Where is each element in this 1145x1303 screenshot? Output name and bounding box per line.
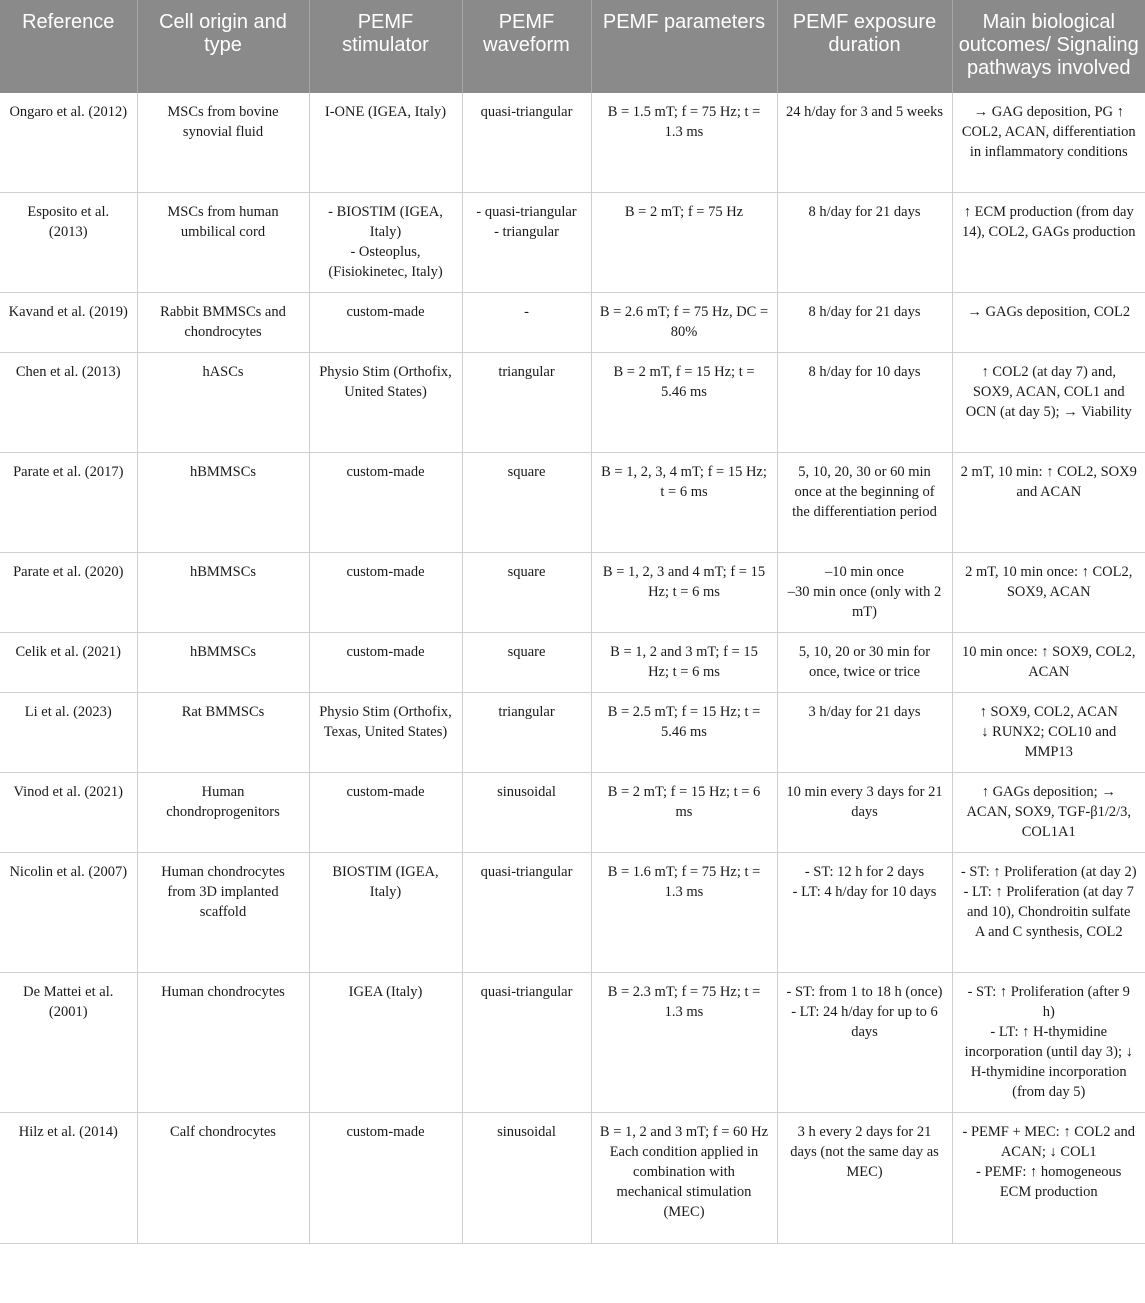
table-header <box>0 0 1145 93</box>
waveform-cell-line: sinusoidal <box>497 1123 556 1140</box>
stimulator-cell <box>309 1112 462 1243</box>
stimulator-cell <box>309 972 462 1112</box>
duration-cell <box>777 192 952 292</box>
outcomes-cell <box>952 352 1145 452</box>
reference-cell: Chen et al. (2013) <box>0 352 137 452</box>
waveform-cell <box>462 972 591 1112</box>
waveform-cell-line: square <box>507 563 546 580</box>
stimulator-cell-line: custom-made <box>346 563 425 580</box>
stimulator-cell-line: - Osteoplus, (Fisiokinetec, Italy) <box>328 243 443 280</box>
parameters-cell-line: B = 1, 2 and 3 mT; f = 60 Hz <box>599 1123 769 1140</box>
waveform-cell <box>462 292 591 352</box>
duration-cell <box>777 852 952 972</box>
stimulator-cell-line: custom-made <box>346 303 425 320</box>
reference-cell: Li et al. (2023) <box>0 692 137 772</box>
duration-cell-line: 8 h/day for 21 days <box>808 203 921 220</box>
table-row <box>0 1112 1145 1243</box>
waveform-cell-line: - quasi-triangular <box>476 203 577 220</box>
waveform-cell-line: square <box>507 643 546 660</box>
reference-cell: Parate et al. (2020) <box>0 552 137 632</box>
table-row <box>0 292 1145 352</box>
duration-cell <box>777 1112 952 1243</box>
duration-cell <box>777 552 952 632</box>
cell-origin-cell: hASCs <box>137 352 309 452</box>
duration-cell-line: 24 h/day for 3 and 5 weeks <box>785 104 944 120</box>
duration-cell-line: 3 h/day for 21 days <box>808 703 921 720</box>
stimulator-cell <box>309 352 462 452</box>
outcomes-cell-line: ↑ ECM production (from day 14), COL2, GAGs production <box>961 203 1136 240</box>
duration-cell-line: 8 h/day for 21 days <box>808 303 921 320</box>
stimulator-cell-line: BIOSTIM (IGEA, Italy) <box>332 863 439 900</box>
header-row <box>0 0 1145 93</box>
outcomes-cell-line: → GAG deposition, PG ↑ COL2, ACAN, differentiation in inflammatory conditions <box>961 104 1136 160</box>
parameters-cell-line: B = 1, 2 and 3 mT; f = 15 Hz; t = 6 ms <box>610 643 758 680</box>
waveform-cell <box>462 352 591 452</box>
parameters-cell <box>591 852 777 972</box>
duration-cell-line: - ST: 12 h for 2 days <box>804 863 925 880</box>
parameters-cell <box>591 972 777 1112</box>
stimulator-cell <box>309 772 462 852</box>
duration-cell <box>777 632 952 692</box>
stimulator-cell <box>309 692 462 772</box>
parameters-cell-line: B = 2.3 mT; f = 75 Hz; t = 1.3 ms <box>607 983 761 1020</box>
reference-cell: Celik et al. (2021) <box>0 632 137 692</box>
duration-cell-line: 8 h/day for 10 days <box>808 363 921 380</box>
waveform-cell-line: square <box>507 463 546 480</box>
parameters-cell-line: B = 2.5 mT; f = 15 Hz; t = 5.46 ms <box>607 703 761 740</box>
table-row <box>0 93 1145 192</box>
outcomes-cell-line: - PEMF + MEC: ↑ COL2 and ACAN; ↓ COL1 <box>962 1123 1136 1160</box>
parameters-cell-line: B = 1, 2, 3 and 4 mT; f = 15 Hz; t = 6 ms <box>602 563 766 600</box>
stimulator-cell-line: custom-made <box>346 783 425 800</box>
waveform-cell-line: triangular <box>498 363 555 380</box>
reference-cell: Esposito et al. (2013) <box>0 192 137 292</box>
outcomes-cell <box>952 632 1145 692</box>
header-waveform: PEMF waveform <box>462 0 591 93</box>
outcomes-cell <box>952 972 1145 1112</box>
stimulator-cell <box>309 292 462 352</box>
table-row <box>0 972 1145 1112</box>
waveform-cell <box>462 552 591 632</box>
cell-origin-cell: MSCs from human umbilical cord <box>137 192 309 292</box>
header-parameters: PEMF parameters <box>591 0 777 93</box>
waveform-cell-line: quasi-triangular <box>480 104 573 120</box>
outcomes-cell-line: 10 min once: ↑ SOX9, COL2, ACAN <box>961 643 1136 680</box>
duration-cell-line: 5, 10, 20, 30 or 60 min once at the beginning of the differentiation period <box>792 463 937 520</box>
reference-cell: Hilz et al. (2014) <box>0 1112 137 1243</box>
outcomes-cell-line: - PEMF: ↑ homogeneous ECM production <box>976 1163 1122 1200</box>
parameters-cell <box>591 292 777 352</box>
table-row <box>0 692 1145 772</box>
duration-cell <box>777 352 952 452</box>
duration-cell <box>777 772 952 852</box>
parameters-cell-line: B = 2 mT, f = 15 Hz; t = 5.46 ms <box>613 363 755 400</box>
duration-cell <box>777 292 952 352</box>
stimulator-cell-line: IGEA (Italy) <box>348 983 423 1000</box>
waveform-cell <box>462 772 591 852</box>
stimulator-cell <box>309 93 462 192</box>
header-duration: PEMF exposure duration <box>777 0 952 93</box>
table-body <box>0 93 1145 1243</box>
duration-cell <box>777 972 952 1112</box>
parameters-cell <box>591 632 777 692</box>
header-cell-origin: Cell origin and type <box>137 0 309 93</box>
cell-origin-cell: Human chondrocytes from 3D implanted scaffold <box>137 852 309 972</box>
cell-origin-cell: Human chondroprogenitors <box>137 772 309 852</box>
stimulator-cell <box>309 552 462 632</box>
duration-cell-line: 3 h every 2 days for 21 days (not the same day as MEC) <box>790 1123 939 1180</box>
stimulator-cell <box>309 852 462 972</box>
waveform-cell-line: quasi-triangular <box>480 863 573 880</box>
waveform-cell-line: sinusoidal <box>497 783 556 800</box>
waveform-cell <box>462 93 591 192</box>
table-row <box>0 772 1145 852</box>
table-row <box>0 552 1145 632</box>
outcomes-cell <box>952 552 1145 632</box>
outcomes-cell <box>952 692 1145 772</box>
parameters-cell-line: B = 1.5 mT; f = 75 Hz; t = 1.3 ms <box>607 104 761 140</box>
outcomes-cell-line: ↑ SOX9, COL2, ACAN <box>979 703 1118 720</box>
cell-origin-cell: Human chondrocytes <box>137 972 309 1112</box>
waveform-cell <box>462 632 591 692</box>
table-row <box>0 192 1145 292</box>
outcomes-cell <box>952 192 1145 292</box>
stimulator-cell-line: custom-made <box>346 643 425 660</box>
cell-origin-cell: Rat BMMSCs <box>137 692 309 772</box>
outcomes-cell-line: - LT: ↑ Proliferation (at day 7 and 10), Chondroitin sulfate A and C synthesis, COL2 <box>963 883 1134 940</box>
outcomes-cell-line: ↑ COL2 (at day 7) and, SOX9, ACAN, COL1 and OCN (at day 5); → Viability <box>965 363 1132 420</box>
duration-cell <box>777 93 952 192</box>
outcomes-cell <box>952 452 1145 552</box>
outcomes-cell <box>952 93 1145 192</box>
parameters-cell <box>591 692 777 772</box>
header-stimulator: PEMF stimulator <box>309 0 462 93</box>
parameters-cell <box>591 192 777 292</box>
reference-cell: Nicolin et al. (2007) <box>0 852 137 972</box>
stimulator-cell <box>309 192 462 292</box>
table-row <box>0 632 1145 692</box>
waveform-cell-line: - triangular <box>494 223 559 240</box>
cell-origin-cell: hBMMSCs <box>137 632 309 692</box>
cell-origin-cell: hBMMSCs <box>137 552 309 632</box>
cell-origin-cell: hBMMSCs <box>137 452 309 552</box>
waveform-cell-line: - <box>524 303 529 320</box>
reference-cell: Parate et al. (2017) <box>0 452 137 552</box>
parameters-cell <box>591 772 777 852</box>
parameters-cell-line: B = 1.6 mT; f = 75 Hz; t = 1.3 ms <box>607 863 761 900</box>
parameters-cell-line: B = 2.6 mT; f = 75 Hz, DC = 80% <box>599 303 769 340</box>
cell-origin-cell: MSCs from bovine synovial fluid <box>137 93 309 192</box>
cell-origin-cell: Rabbit BMMSCs and chondrocytes <box>137 292 309 352</box>
outcomes-cell-line: - LT: ↑ H-thymidine incorporation (until day 3); ↓ H-thymidine incorporation (from day 5) <box>964 1023 1133 1100</box>
stimulator-cell-line: I-ONE (IGEA, Italy) <box>324 104 447 120</box>
reference-cell: Vinod et al. (2021) <box>0 772 137 852</box>
stimulator-cell-line: Physio Stim (Orthofix, Texas, United States) <box>319 703 452 740</box>
stimulator-cell-line: Physio Stim (Orthofix, United States) <box>319 363 452 400</box>
outcomes-cell-line: 2 mT, 10 min: ↑ COL2, SOX9 and ACAN <box>960 463 1137 500</box>
duration-cell-line: 10 min every 3 days for 21 days <box>786 783 943 820</box>
header-outcomes: Main biological outcomes/ Signaling pathways involved <box>952 0 1145 93</box>
outcomes-cell-line: → GAGs deposition, COL2 <box>967 303 1131 320</box>
parameters-cell-line: B = 1, 2, 3, 4 mT; f = 15 Hz; t = 6 ms <box>601 463 767 500</box>
stimulator-cell-line: custom-made <box>346 463 425 480</box>
parameters-cell <box>591 1112 777 1243</box>
table-row <box>0 352 1145 452</box>
parameters-cell-line: B = 2 mT; f = 75 Hz <box>624 203 744 220</box>
reference-cell: De Mattei et al. (2001) <box>0 972 137 1112</box>
parameters-cell <box>591 352 777 452</box>
stimulator-cell <box>309 632 462 692</box>
duration-cell <box>777 692 952 772</box>
header-reference: Reference <box>0 0 137 93</box>
outcomes-cell <box>952 852 1145 972</box>
cell-origin-cell: Calf chondrocytes <box>137 1112 309 1243</box>
outcomes-cell <box>952 1112 1145 1243</box>
duration-cell-line: - LT: 4 h/day for 10 days <box>792 883 937 900</box>
table-row <box>0 452 1145 552</box>
outcomes-cell-line: - ST: ↑ Proliferation (after 9 h) <box>967 983 1130 1020</box>
parameters-cell <box>591 552 777 632</box>
outcomes-cell-line: - ST: ↑ Proliferation (at day 2) <box>960 863 1137 880</box>
stimulator-cell-line: - BIOSTIM (IGEA, Italy) <box>328 203 443 240</box>
table-row <box>0 852 1145 972</box>
stimulator-cell <box>309 452 462 552</box>
outcomes-cell <box>952 292 1145 352</box>
waveform-cell <box>462 452 591 552</box>
duration-cell-line: - ST: from 1 to 18 h (once) <box>786 983 943 1000</box>
duration-cell-line: –10 min once <box>825 563 904 580</box>
duration-cell-line: - LT: 24 h/day for up to 6 days <box>791 1003 938 1040</box>
reference-cell: Kavand et al. (2019) <box>0 292 137 352</box>
waveform-cell <box>462 852 591 972</box>
waveform-cell-line: triangular <box>498 703 555 720</box>
duration-cell-line: 5, 10, 20 or 30 min for once, twice or trice <box>798 643 931 680</box>
duration-cell-line: –30 min once (only with 2 mT) <box>787 583 942 620</box>
parameters-cell <box>591 93 777 192</box>
parameters-cell-line: B = 2 mT; f = 15 Hz; t = 6 ms <box>607 783 761 820</box>
waveform-cell <box>462 1112 591 1243</box>
reference-cell: Ongaro et al. (2012) <box>0 93 137 192</box>
outcomes-cell <box>952 772 1145 852</box>
waveform-cell <box>462 692 591 772</box>
parameters-cell <box>591 452 777 552</box>
duration-cell <box>777 452 952 552</box>
stimulator-cell-line: custom-made <box>346 1123 425 1140</box>
waveform-cell-line: quasi-triangular <box>480 983 573 1000</box>
outcomes-cell-line: 2 mT, 10 min once: ↑ COL2, SOX9, ACAN <box>965 563 1133 600</box>
outcomes-cell-line: ↓ RUNX2; COL10 and MMP13 <box>981 723 1117 760</box>
waveform-cell <box>462 192 591 292</box>
parameters-cell-line: Each condition applied in combination with mechanical stimulation (MEC) <box>609 1143 759 1220</box>
outcomes-cell-line: ↑ GAGs deposition; → ACAN, SOX9, TGF-β1/2/3, COL1A1 <box>966 783 1132 840</box>
